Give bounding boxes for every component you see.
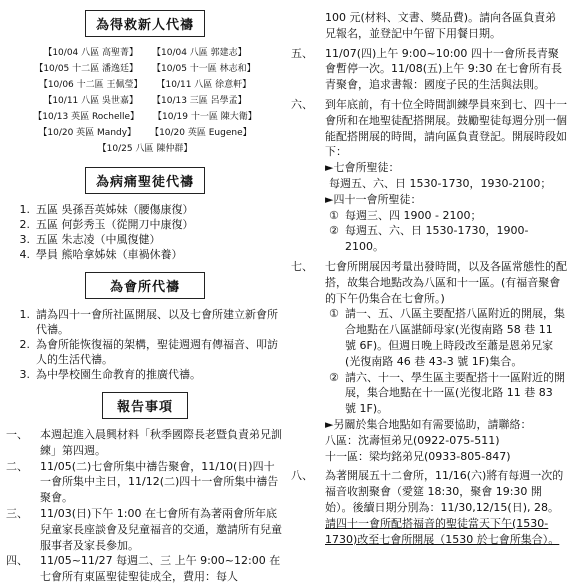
name-row — [6, 109, 284, 125]
reports-title: 報告事項 — [102, 392, 188, 419]
new-believer-entry: 【10/05 十一區 林志和】 — [152, 64, 256, 74]
contact-line: 八區：沈壽恒弟兄(0922-075-511) — [325, 433, 500, 447]
prayer-sick-title: 為病痛聖徒代禱 — [85, 167, 205, 194]
report-item: 二、 11/05(二)七會所集中禱告聚會，11/10(日)四十一會所集中主日，11/12(二)四十一會所集中禱告聚會。 — [6, 459, 279, 505]
sick-saints-list — [6, 202, 284, 262]
prayer-salvation-title: 為得救新人代禱 — [85, 10, 205, 37]
list-item: 3. 為中學校園生命教育的推廣代禱。 — [19, 368, 201, 381]
name-row — [6, 77, 284, 93]
report-item: 五、 11/07(四)上午 9:00~10:00 四十一會所長青聚會暫停一次。11/08(五)上午 9:30 在七會所有長青聚會，追求書報：國度子民的生活與法則。 — [291, 46, 562, 92]
new-believer-entry: 【10/20 英區 Eugene】 — [150, 128, 252, 138]
new-believer-entry: 【10/19 十一區 陳大衛】 — [153, 112, 257, 122]
meeting-point-item: ② 請六、十一、學生區主要配搭十一區附近的開展，集合地點在十一區(光復北路 11 巷 83 號 1F)。 — [329, 370, 565, 416]
report-item: 四、 11/05~11/27 每週二、三 上午 9:00~12:00 在七會所有東區聖徒聖徒成全，費用：每人 — [6, 554, 281, 584]
contact-line: 十一區：梁均銘弟兄(0933-805-847) — [325, 449, 511, 463]
report-item: 七、 七會所開展因考量出發時間，以及各區常態性的配搭，故集合地點改為八區和十一區。(有福音聚會的下午仍集合在七會所。) ① 請一、五、八區主要配搭八區附近的開展，集合地點在八區諶師母家(光復南路 58 巷 11 號 6F)。但週日晚上時段改至蕭是恩弟兄家(光復南路 46 巷 43-3 號 1F)集合。 ② 請六、十一、學生區主要配搭十一區附近的開展，集合地點在十一區(光復北路 11 巷 83 號 1F)。 ►另關於集合地點如有需要協助，請聯絡： 八區：沈壽恒弟兄(0922-075-511) 十一區：梁均銘弟兄(0933-805-847) — [291, 259, 567, 463]
report-item: 八、 為著開展五十二會所，11/16(六)將有每週一次的福音收割聚會（愛筵 18:30，聚會 19:30 開始）。後續日期分別為：11/30,12/15(日), 28。請四十一會所配搭福音的聖徒當天下午(1530-1730)改至七會所開展（1530 於七會所集合）。 — [291, 469, 564, 546]
schedule-line: ① 每週三、四 1900 - 2100； — [329, 208, 482, 222]
new-believer-entry: 【10/04 八區 郭建志】 — [152, 48, 247, 58]
name-row — [6, 61, 284, 77]
list-item: 1. 請為四十一會所社區開展、以及七會所建立新會所代禱。 — [19, 308, 278, 336]
new-believer-entry: 【10/04 八區 高聖菁】 — [43, 48, 138, 58]
report-item: 三、 11/03(日)下午 1:00 在七會所有為著兩會所年底兒童家長座談會及兒童福音的交通，邀請所有兒童服事者及家長參加。 — [6, 506, 282, 552]
report-item: 一、 本週起進入晨興材料「秋季國際長老暨負責弟兄訓練」第四週。 — [6, 428, 282, 457]
list-item: 3. 五區 朱志凌（中風復健） — [19, 233, 161, 246]
list-item: 2. 五區 何彭秀玉（從開刀中康復） — [19, 218, 194, 231]
meeting-point-item: ① 請一、五、八區主要配搭八區附近的開展，集合地點在八區諶師母家(光復南路 58 巷 11 號 6F)。但週日晚上時段改至蕭是恩弟兄家(光復南路 46 巷 43-3 號 1F)集合。 — [329, 307, 565, 368]
sub-heading: ►另關於集合地點如有需要協助，請聯絡： — [325, 417, 532, 431]
church-prayer-list — [6, 307, 284, 382]
left-column — [6, 0, 284, 585]
report-text: 為著開展五十二會所，11/16(六)將有每週一次的福音收割聚會（愛筵 18:30，聚會 19:30 開始）。後續日期分別為：11/30,12/15(日), 28。 — [325, 469, 564, 514]
sub-heading: ►七會所聖徒： — [325, 161, 400, 175]
sub-heading: ►四十一會所聖徒： — [325, 192, 422, 206]
new-believer-entry: 【10/13 三區 呂學孟】 — [152, 96, 247, 106]
list-item: 1. 五區 吳孫吾英姊妹（腰傷康復） — [19, 203, 194, 216]
new-believer-entry: 【10/13 英區 Rochelle】 — [33, 112, 140, 122]
reports-list-continued — [291, 10, 567, 547]
report-text: 七會所開展因考量出發時間，以及各區常態性的配搭，故集合地點改為八區和十一區。(有福音聚會的下午仍集合在七會所。) — [325, 259, 567, 305]
right-column — [291, 10, 567, 547]
schedule-line: 每週五、六、日 1530-1730，1930-2100； — [329, 176, 552, 190]
name-row — [6, 45, 284, 61]
new-believer-entry: 【10/05 十二區 潘逸廷】 — [34, 64, 138, 74]
name-row — [6, 141, 284, 157]
new-believer-entry: 【10/20 英區 Mandy】 — [38, 128, 137, 138]
new-believer-entry: 【10/25 八區 陳仲群】 — [97, 144, 193, 154]
report-text-underlined: 請四十一會所配搭福音的聖徒當天下午(1530-1730)改至七會所開展（1530 於七會所集合）。 — [325, 516, 560, 546]
new-believer-entry: 【10/11 八區 徐意軒】 — [156, 80, 252, 90]
name-row — [6, 93, 284, 109]
name-row — [6, 125, 284, 141]
reports-list — [6, 427, 284, 585]
schedule-line: ② 每週五、六、日 1530-1730，1900-2100。 — [329, 224, 529, 254]
new-believer-entry: 【10/06 十二區 王佩瑩】 — [38, 80, 143, 90]
report-item: 六、 到年底前，有十位全時間訓練學員來到七、四十一會所和在地聖徒配搭開展。鼓勵聖徒每週分別一個能配搭開展的時間，請向區負責登記。開展時段如下： ►七會所聖徒： 每週五、六、日 1530-1730，1930-2100； ►四十一會所聖徒： ① 每週三、四 1900 - 2100； ② 每週五、六、日 1530-1730，1900-2100。 — [291, 97, 567, 254]
report-item-continued: 100 元(材料、文書、獎品費)。請向各區負責弟兄報名，並登記中午留下用餐日期。 — [325, 11, 557, 40]
prayer-church-title: 為會所代禱 — [85, 272, 205, 299]
list-item: 2. 為會所能恢復福的架構，聖徒週週有傳福音、叩訪人的生活代禱。 — [19, 338, 278, 366]
new-believer-entry: 【10/11 八區 吳世嘉】 — [43, 96, 138, 106]
list-item: 4. 學員 熊哈拿姊妹（車禍休養） — [19, 248, 183, 261]
report-text: 到年底前，有十位全時間訓練學員來到七、四十一會所和在地聖徒配搭開展。鼓勵聖徒每週分別一個能配搭開展的時間，請向區負責登記。開展時段如下： — [325, 97, 567, 159]
new-believers-list — [6, 45, 284, 157]
